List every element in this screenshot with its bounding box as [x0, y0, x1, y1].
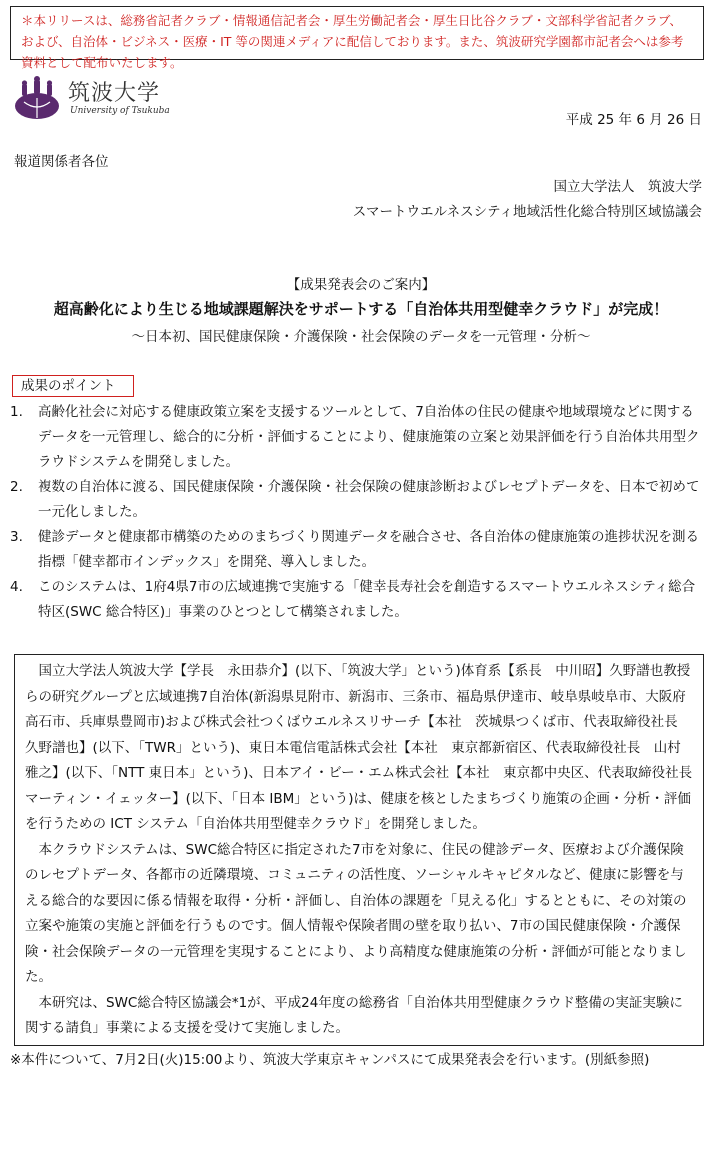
point-number: 4.: [10, 579, 23, 595]
point-item: [10, 475, 706, 525]
point-text: 高齢化社会に対応する健康政策立案を支援するツールとして、7自治体の住民の健康や地域環境などに関するデータを一元管理し、総合的に分析・評価することにより、健康施策の立案と効果評価を行う自治体共用型クラウドシステムを開発しました。: [38, 404, 700, 470]
points-label: 成果のポイント: [12, 375, 134, 397]
point-text: 健診データと健康都市構築のためのまちづくり関連データを融合させ、各自治体の健康施策の進捗状況を測る指標「健幸都市インデックス」を開発、導入しました。: [38, 529, 699, 570]
university-name-jp: 筑波大学: [68, 81, 161, 106]
body-text-box: [14, 654, 704, 1046]
points-list: [10, 400, 706, 625]
body-paragraph: 国立大学法人筑波大学【学長 永田恭介】(以下、「筑波大学」という)体育系【系長 中川昭】久野譜也教授らの研究グループと広域連携7自治体(新潟県見附市、新潟市、三条市、福島県伊達市、岐阜県岐阜市、大阪府高石市、兵庫県豊岡市)および株式会社つくばウエルネスリサーチ【本社 茨城県つくば市、代表取締役社長 久野譜也】(以下、「TWR」という)、東日本電信電話株式会社【本社 東京都新宿区、代表取締役社長 山村雅之】(以下、「NTT 東日本」という)、日本アイ・ビー・エム株式会社【本社 東京都中央区、代表取締役社長 マーティン・イェッター】(以下、「日本 IBM」という)は、健康を核としたまちづくり施策の企画・分析・評価を行うための ICT システム「自治体共用型健幸クラウド」を開発しました。: [25, 663, 706, 832]
issuer-council: スマートウエルネスシティ地域活性化総合特別区域協議会: [352, 204, 702, 220]
subheadline: ～日本初、国民健康保険・介護保険・社会保険のデータを一元管理・分析～: [131, 329, 591, 345]
body-paragraph: 本研究は、SWC総合特区協議会*1が、平成24年度の総務省「自治体共用型健康クラウド整備の実証実験に関する請負」事業による支援を受けて実施しました。: [25, 994, 683, 1036]
body-paragraph: 本クラウドシステムは、SWC総合特区に指定された7市を対象に、住民の健診データ、医療および介護保険のレセプトデータ、各都市の近隣環境、コミュニティの活性度、ソーシャルキャピタルなど、健康に影響を与える総合的な要因に係る情報を取得・分析・評価し、自治体の課題を「見える化」するとともに、その対策の立案や施策の実施と評価を行うものです。個人情報や保険者間の壁を取り払い、7市の国民健康保険・介護保険・社会保険データの一元管理を実現することにより、より高精度な健康施策の分析・評価が可能となりました。: [25, 841, 687, 985]
point-item: [10, 400, 706, 475]
event-footnote: ※本件について、7月2日(火)15:00より、筑波大学東京キャンパスにて成果発表会を行います。(別紙参照): [10, 1052, 650, 1068]
paulownia-crest-icon: [12, 76, 62, 122]
recipients: 報道関係者各位: [14, 154, 109, 170]
university-name-en: University of Tsukuba: [70, 106, 170, 116]
media-distribution-notice: ＊本リリースは、総務省記者クラブ・情報通信記者会・厚生労働記者会・厚生日比谷クラブ・文部科学省記者クラブ、および、自治体・ビジネス・医療・IT 等の関連メディアに配信しております。また、筑波研究学園都市記者会へは参考資料として配布いたします。: [10, 6, 704, 60]
university-logo: [12, 76, 172, 124]
point-text: このシステムは、1府4県7市の広域連携で実施する「健幸長寿社会を創造するスマートウエルネスシティ総合特区(SWC 総合特区)」事業のひとつとして構築されました。: [38, 579, 696, 620]
point-item: [10, 525, 706, 575]
point-number: 1.: [10, 404, 23, 420]
point-number: 3.: [10, 529, 23, 545]
release-date: 平成 25 年 6 月 26 日: [565, 112, 702, 128]
point-number: 2.: [10, 479, 23, 495]
announcement-label: 【成果発表会のご案内】: [286, 277, 436, 293]
headline: 超高齢化により生じる地域課題解決をサポートする「自治体共用型健幸クラウド」が完成！: [53, 300, 669, 318]
point-text: 複数の自治体に渡る、国民健康保険・介護保険・社会保険の健康診断およびレセプトデータを、日本で初めて一元化しました。: [38, 479, 700, 520]
issuer-university: 国立大学法人 筑波大学: [553, 179, 702, 195]
point-item: [10, 575, 706, 625]
